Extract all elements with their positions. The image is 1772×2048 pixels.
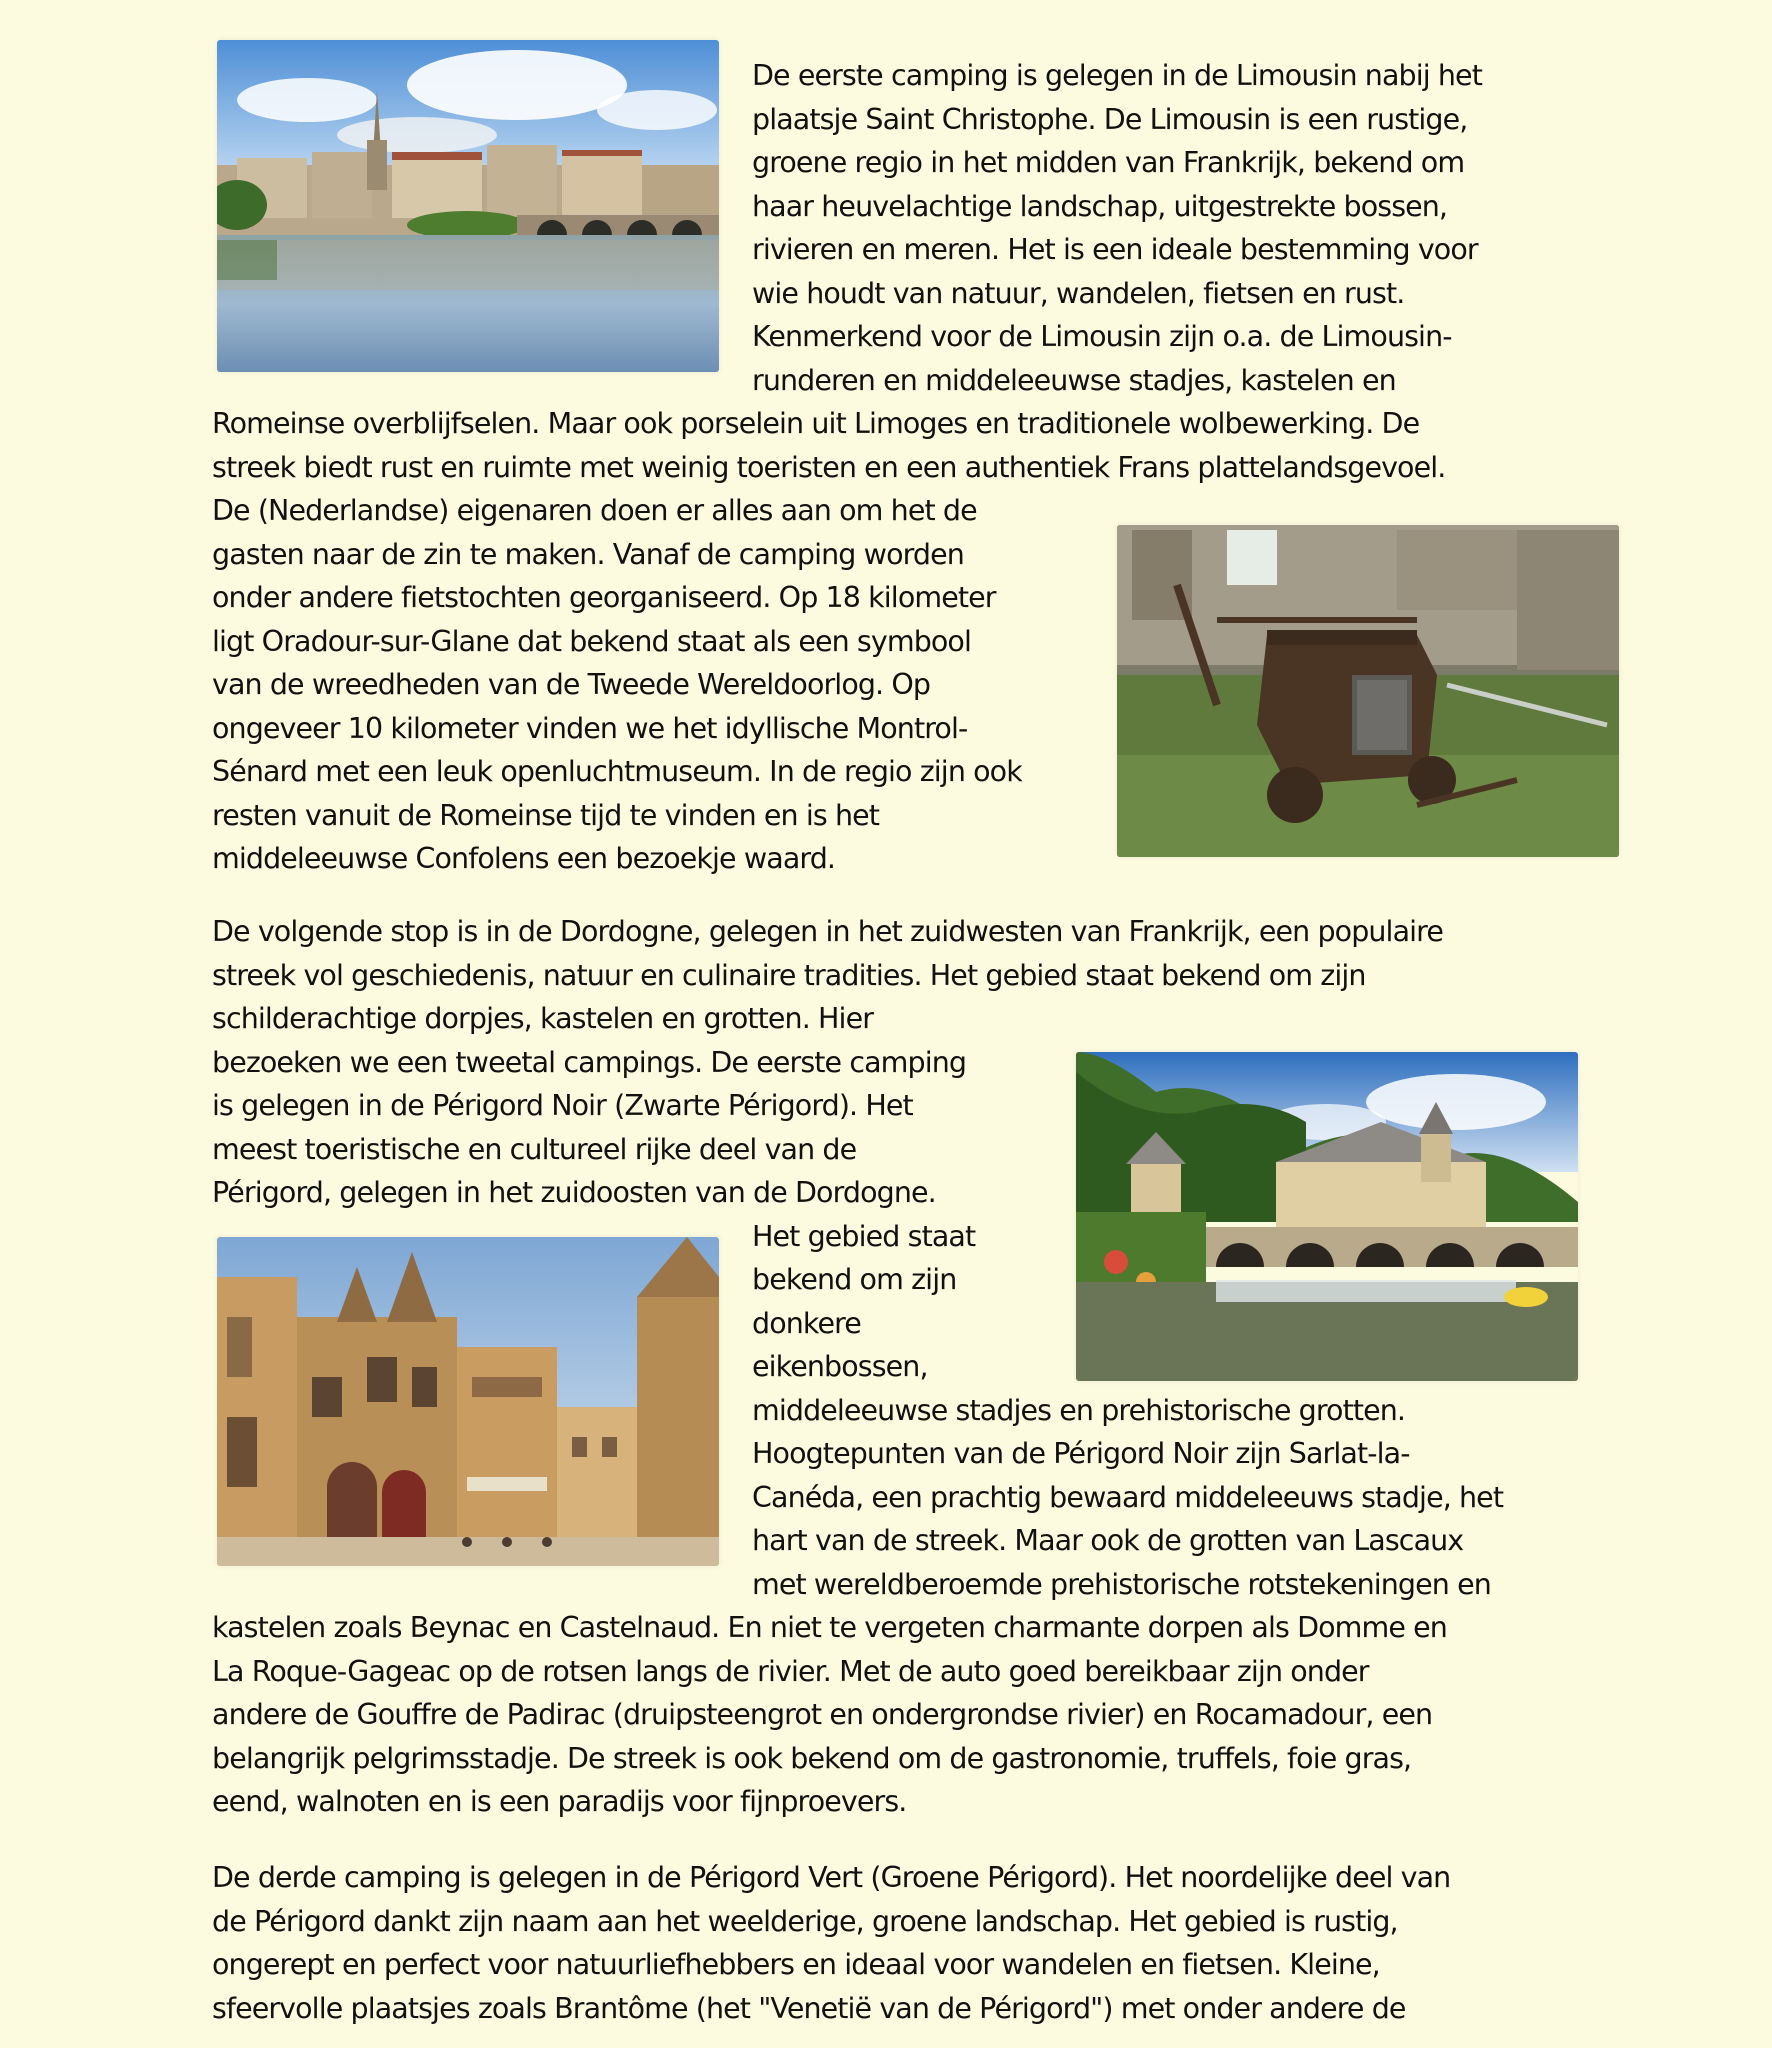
text-line: bezoeken we een tweetal campings. De eerste camping <box>212 1045 967 1079</box>
photo-oradour-rusted-car <box>1117 525 1619 857</box>
text-line: De volgende stop is in de Dordogne, gelegen in het zuidwesten van Frankrijk, een populaire <box>212 915 1443 948</box>
text-line: meest toeristische en cultureel rijke deel van de <box>212 1132 857 1166</box>
text-line: ongerept en perfect voor natuurliefhebbers en ideaal voor wandelen en fietsen. Kleine, <box>212 1948 1380 1981</box>
text-line: gasten naar de zin te maken. Vanaf de camping worden <box>212 537 964 571</box>
text-line: hart van de streek. Maar ook de grotten van Lascaux <box>752 1524 1464 1557</box>
text-line: met wereldberoemde prehistorische rotstekeningen en <box>752 1567 1491 1601</box>
text-line: kastelen zoals Beynac en Castelnaud. En niet te vergeten charmante dorpen als Domme en <box>212 1611 1447 1644</box>
text-line: De eerste camping is gelegen in de Limousin nabij het <box>752 59 1482 92</box>
text-line: streek biedt rust en ruimte met weinig toeristen en een authentiek Frans plattelandsgevoel. <box>212 450 1446 484</box>
text-line: Sénard met een leuk openluchtmuseum. In de regio zijn ook <box>212 755 1022 788</box>
text-line: Romeinse overblijfselen. Maar ook porselein uit Limoges en traditionele wolbewerking. De <box>212 407 1420 440</box>
text-line: ligt Oradour-sur-Glane dat bekend staat als een symbool <box>212 624 971 658</box>
text-line: sfeervolle plaatsjes zoals Brantôme (het "Venetië van de Périgord") met onder andere de <box>212 1991 1406 2025</box>
photo-brantome-abbey-bridge <box>1076 1052 1578 1381</box>
text-line: is gelegen in de Périgord Noir (Zwarte Périgord). Het <box>212 1089 913 1122</box>
text-line: Kenmerkend voor de Limousin zijn o.a. de Limousin- <box>752 320 1452 353</box>
text-line: Hoogtepunten van de Périgord Noir zijn Sarlat-la- <box>752 1437 1410 1470</box>
text-line: Périgord, gelegen in het zuidoosten van de Dordogne. <box>212 1176 936 1209</box>
text-line: De derde camping is gelegen in de Périgord Vert (Groene Périgord). Het noordelijke deel van <box>212 1861 1451 1894</box>
text-line: de Périgord dankt zijn naam aan het weelderige, groene landschap. Het gebied is rustig, <box>212 1904 1398 1938</box>
text-line: middeleeuwse Confolens een bezoekje waard. <box>212 842 836 875</box>
text-line: wie houdt van natuur, wandelen, fietsen en rust. <box>752 276 1405 310</box>
text-line: resten vanuit de Romeinse tijd te vinden en is het <box>212 798 880 832</box>
text-line: Het gebied staat <box>752 1219 976 1253</box>
photo-limousin-river-town <box>217 40 719 372</box>
text-line: groene regio in het midden van Frankrijk, bekend om <box>752 146 1465 179</box>
text-line: La Roque-Gageac op de rotsen langs de rivier. Met de auto goed bereikbaar zijn onder <box>212 1654 1369 1688</box>
text-line: rivieren en meren. Het is een ideale bestemming voor <box>752 233 1478 266</box>
text-line: belangrijk pelgrimsstadje. De streek is ook bekend om de gastronomie, truffels, foie gras, <box>212 1741 1412 1775</box>
text-line: van de wreedheden van de Tweede Wereldoorlog. Op <box>212 668 931 701</box>
photo-sarlat-square <box>217 1237 719 1566</box>
text-line: plaatsje Saint Christophe. De Limousin is een rustige, <box>752 102 1468 136</box>
text-line: schilderachtige dorpjes, kastelen en grotten. Hier <box>212 1002 874 1035</box>
text-line: middeleeuwse stadjes en prehistorische grotten. <box>752 1393 1406 1427</box>
text-line: eikenbossen, <box>752 1350 928 1383</box>
text-line: eend, walnoten en is een paradijs voor fijnproevers. <box>212 1785 907 1818</box>
text-line: streek vol geschiedenis, natuur en culinaire tradities. Het gebied staat bekend om zijn <box>212 958 1366 992</box>
text-line: runderen en middeleeuwse stadjes, kastelen en <box>752 363 1396 397</box>
text-line: Canéda, een prachtig bewaard middeleeuws stadje, het <box>752 1480 1504 1514</box>
text-line: donkere <box>752 1306 861 1340</box>
text-line: bekend om zijn <box>752 1263 957 1296</box>
text-line: De (Nederlandse) eigenaren doen er alles aan om het de <box>212 494 977 527</box>
text-line: ongeveer 10 kilometer vinden we het idyllische Montrol- <box>212 711 968 745</box>
text-line: onder andere fietstochten georganiseerd. Op 18 kilometer <box>212 581 996 614</box>
text-line: andere de Gouffre de Padirac (druipsteengrot en ondergrondse rivier) en Rocamadour, een <box>212 1698 1433 1731</box>
text-line: haar heuvelachtige landschap, uitgestrekte bossen, <box>752 189 1448 223</box>
